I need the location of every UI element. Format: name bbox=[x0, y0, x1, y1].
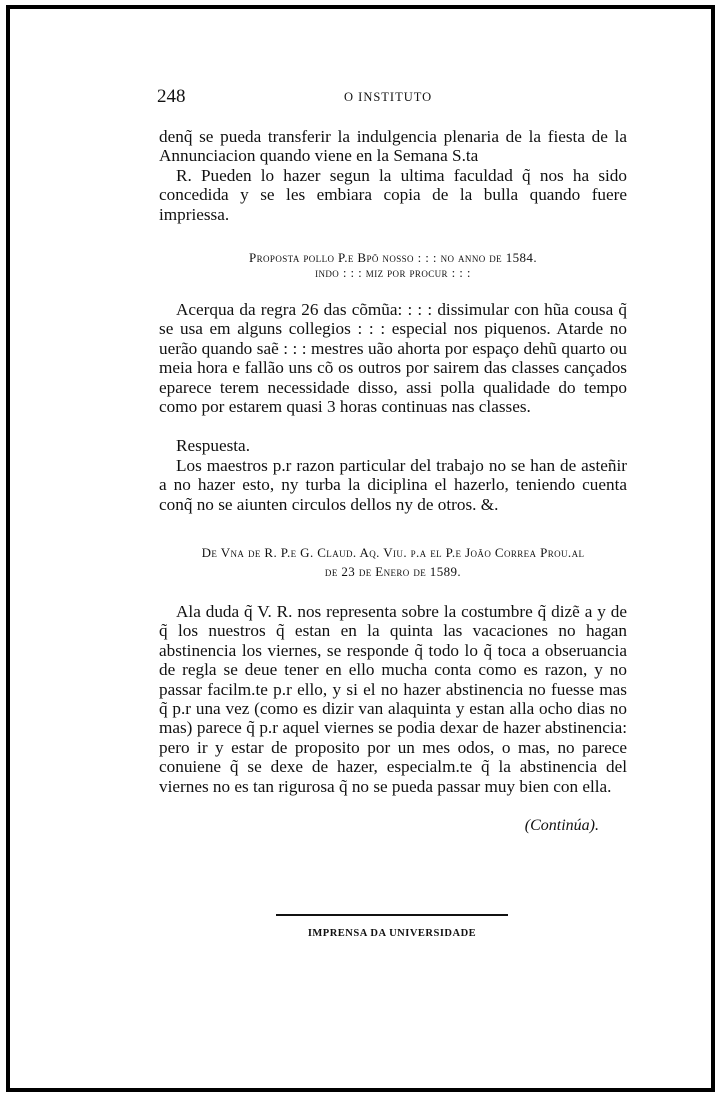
respuesta-label: Respuesta. bbox=[176, 436, 250, 455]
paragraph-indulgencia: denq̃ se pueda transferir la indulgencia plenaria de la fiesta de la Annunciacion quando viene en la Semana S.ta bbox=[159, 127, 627, 166]
page-number: 248 bbox=[157, 86, 186, 107]
footer-rule bbox=[276, 914, 508, 916]
proposta-heading-line1: Proposta pollo P.e Bpõ nosso : : : no anno de 1584. bbox=[249, 250, 537, 265]
letter-heading-line1: De Vna de R. P.e G. Claud. Aq. Viu. p.a el P.e João Correa Prou.al bbox=[201, 545, 585, 560]
paragraph-reply: R. Pueden lo hazer segun la ultima faculdad q̃ nos ha sido concedida y se les embiara copia de la bulla quando fuere impriessa. bbox=[159, 166, 627, 224]
running-title: O INSTITUTO bbox=[344, 90, 433, 104]
letter-heading-line2: de 23 de Enero de 1589. bbox=[324, 564, 462, 579]
continua-note: (Continúa). bbox=[524, 817, 599, 834]
paragraph-maestros: Los maestros p.r razon particular del trabajo no se han de asteñir a no hazer esto, ny turba la diciplina el hazerlo, teniendo cuenta conq̃ no se aiunten circulos dellos ny de otros. &. bbox=[159, 456, 627, 514]
imprint: IMPRENSA DA UNIVERSIDADE bbox=[307, 928, 477, 939]
paragraph-acerqua: Acerqua da regra 26 das cõmũa: : : : dissimular con hũa cousa q̃ se usa em alguns collegios : : : especial nos piquenos. Atarde no uerão quando saẽ : : : mestres uão ahorta por espaço dehũ quarto ou meia hora e fallão uns cõ os outros por sairem das classes cançados eparece terem necessidade disso, assi polla qualidade do tempo como por estarem quasi 3 horas continuas nas classes. bbox=[159, 300, 627, 417]
proposta-heading-line2: indo : : : miz por procur : : : bbox=[315, 265, 471, 280]
paragraph-duda: Ala duda q̃ V. R. nos representa sobre la costumbre q̃ dizẽ a y de q̃ los nuestros q̃ estan en la quinta las vacaciones no hagan abstinencia los viernes, se responde q̃ todo lo q̃ toca a obseruancia de regla se deue tener en ello mucha conta como es razon, y no passar facilm.te p.r ello, y si el no hazer abstinencia no fuesse mas q̃ p.r una vez (como es dizir van alaquinta y estan alla ocho dias no mas) parece q̃ p.r aquel viernes se podia dexar de hazer abstinencia: pero ir y estar de proposito por un mes odos, o mas, no parece conuiene q̃ se dexe de hazer, especialm.te q̃ la abstinencia del viernes no es tan rigurosa q̃ no se pueda passar muy bien con ella. bbox=[159, 602, 627, 796]
